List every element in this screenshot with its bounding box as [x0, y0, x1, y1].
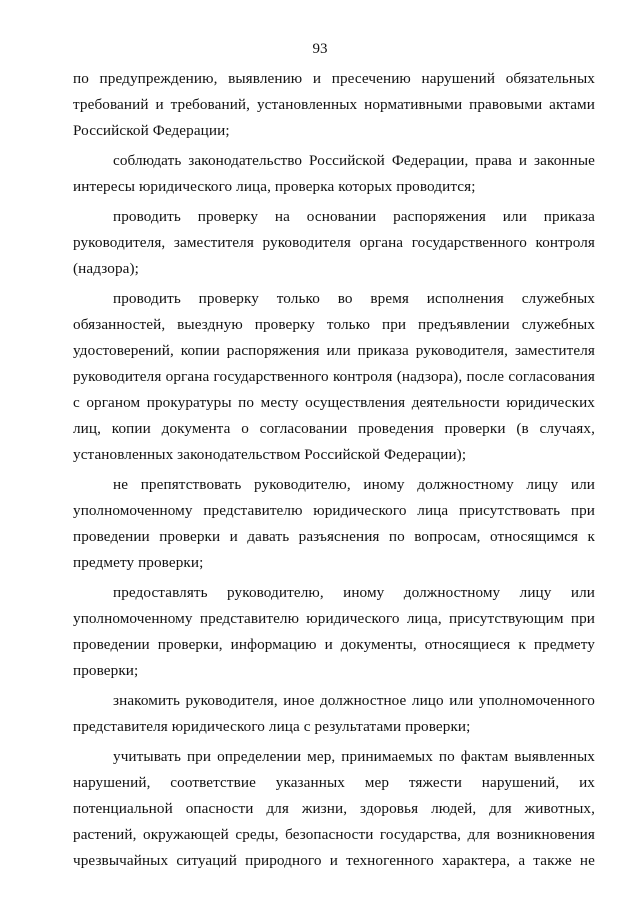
paragraph: знакомить руководителя, иное должностное лицо или уполномоченного представителя юридического лица с результатами проверки; [73, 692, 595, 735]
paragraph: проводить проверку на основании распоряжения или приказа руководителя, заместителя руководителя органа государственного контроля (надзора); [73, 208, 595, 277]
paragraph: соблюдать законодательство Российской Федерации, права и законные интересы юридического лица, проверка которых проводится; [73, 152, 595, 195]
paragraph-continuation: по предупреждению, выявлению и пресечению нарушений обязательных требований и требований, установленных нормативными правовыми актами Российской Федерации; [73, 70, 595, 139]
document-body [73, 66, 595, 878]
paragraph: не препятствовать руководителю, иному должностному лицу или уполномоченному представителю юридического лица присутствовать при проведении проверки и давать разъяснения по вопросам, относящимся к предмету проверки; [73, 476, 595, 571]
paragraph: предоставлять руководителю, иному должностному лицу или уполномоченному представителю юридического лица, присутствующим при проведении проверки, информацию и документы, относящиеся к предмету проверки; [73, 584, 595, 679]
paragraph: проводить проверку только во время исполнения служебных обязанностей, выездную проверку только при предъявлении служебных удостоверений, копии распоряжения или приказа руководителя, заместителя руководителя органа государственного контроля (надзора), после согласования с органом прокуратуры по месту осуществления деятельности юридических лиц, копии документа о согласовании проведения проверки (в случаях, установленных законодательством Российской Федерации); [73, 290, 595, 463]
page-number: 93 [312, 41, 328, 57]
paragraph-continued-next-page: учитывать при определении мер, принимаемых по фактам выявленных нарушений, соответствие указанных мер тяжести нарушений, их потенциальной опасности для жизни, здоровья людей, для животных, растений, окружающей среды, безопасности государства, для возникновения чрезвычайных ситуаций природного и техногенного характера, а также не [73, 748, 595, 869]
